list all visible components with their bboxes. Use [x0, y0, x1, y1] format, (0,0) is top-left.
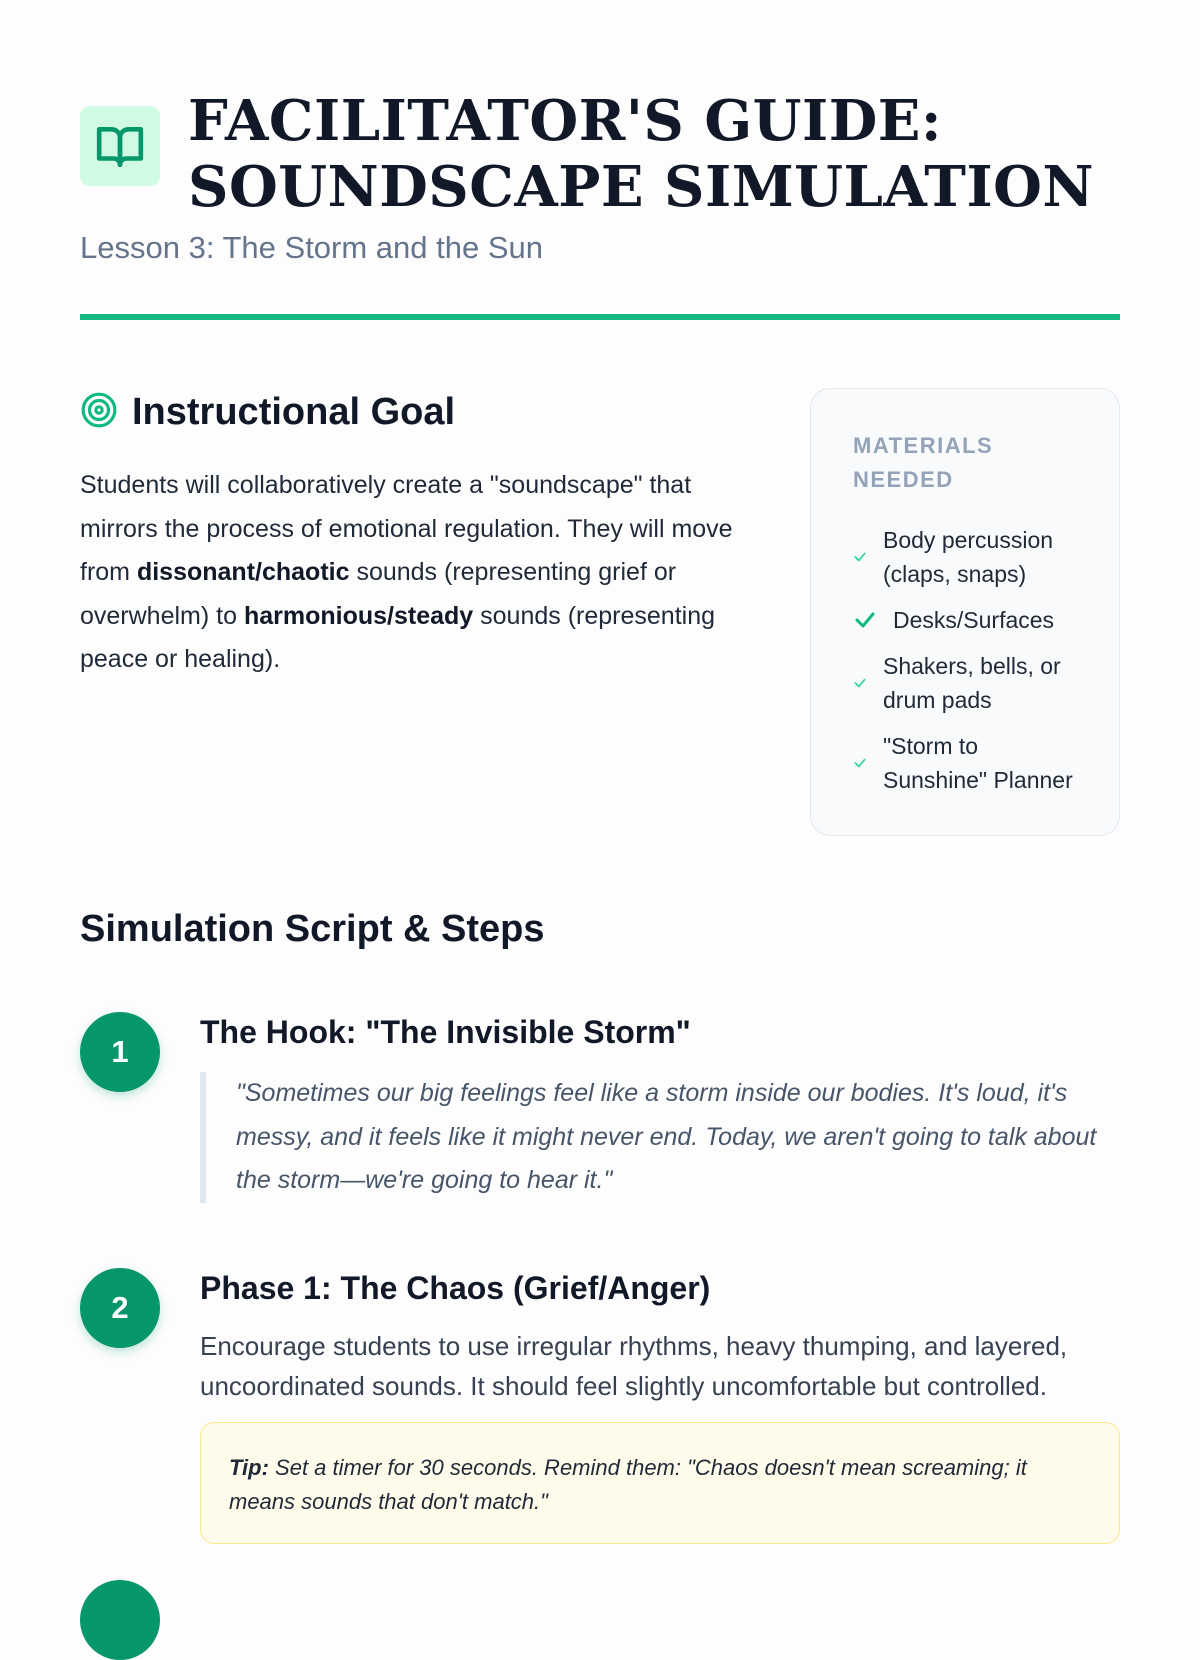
- page-header: [80, 88, 1120, 218]
- steps-heading: Simulation Script & Steps: [80, 908, 545, 950]
- step-number-badge: 2: [80, 1268, 160, 1348]
- goal-bold-2: harmonious/steady: [243, 601, 474, 630]
- goal-bold-1: dissonant/chaotic: [136, 558, 350, 586]
- materials-heading: MATERIALS NEEDED: [853, 433, 994, 492]
- target-icon: [80, 391, 118, 434]
- check-icon: [853, 756, 883, 770]
- open-book-icon: [80, 106, 160, 186]
- step-title: The Hook: "The Invisible Storm": [200, 1014, 691, 1050]
- title-line-2: SOUNDSCAPE SIMULATION: [188, 154, 1095, 220]
- goal-description: [80, 464, 760, 682]
- materials-item-label: Body percussion (claps, snaps): [883, 527, 1054, 587]
- goal-text-2: sounds (representing grief or overwhelm) to: [80, 558, 677, 630]
- materials-item-label: "Storm to Sunshine" Planner: [883, 733, 1073, 793]
- tip-text: Set a timer for 30 seconds. Remind them: "Chaos doesn't mean screaming; it means sounds that don't match.": [229, 1455, 1027, 1514]
- materials-item-label: Shakers, bells, or drum pads: [883, 653, 1061, 713]
- step-description: Encourage students to use irregular rhythms, heavy thumping, and layered, uncoordinated sounds. It should feel slightly uncomfortable but controlled.: [200, 1331, 1068, 1401]
- tip-callout: [200, 1422, 1120, 1544]
- goal-heading: Instructional Goal: [132, 390, 456, 433]
- goal-text-3: sounds (representing peace or healing).: [80, 601, 715, 673]
- title-line-1: FACILITATOR'S GUIDE:: [188, 88, 943, 154]
- goal-text-1: Students will collaboratively create a "soundscape" that mirrors the process of emotional regulation. They will move from: [80, 471, 733, 586]
- check-icon: [853, 676, 883, 690]
- materials-list: [853, 523, 1099, 797]
- lesson-subtitle: Lesson 3: The Storm and the Sun: [80, 230, 544, 265]
- step-title: Phase 1: The Chaos (Grief/Anger): [200, 1270, 711, 1306]
- materials-item: [853, 523, 1099, 591]
- materials-item-label: Desks/Surfaces: [893, 607, 1055, 633]
- materials-item: [853, 729, 1099, 797]
- step-number-badge-partial: [80, 1580, 160, 1660]
- page-title: [188, 88, 1118, 220]
- check-icon: [853, 608, 893, 632]
- check-icon: [853, 550, 883, 564]
- goal-heading-row: [80, 388, 455, 436]
- materials-card: [810, 388, 1120, 836]
- header-divider: [80, 314, 1120, 320]
- materials-item: [853, 649, 1099, 717]
- step-quote: "Sometimes our big feelings feel like a storm inside our bodies. It's loud, it's messy, and it feels like it might never end. Today, we aren't going to talk about the storm—we're going to hear it.": [200, 1072, 1120, 1203]
- step-number-badge: 1: [80, 1012, 160, 1092]
- tip-label: Tip:: [229, 1455, 269, 1480]
- materials-item: [853, 603, 1099, 637]
